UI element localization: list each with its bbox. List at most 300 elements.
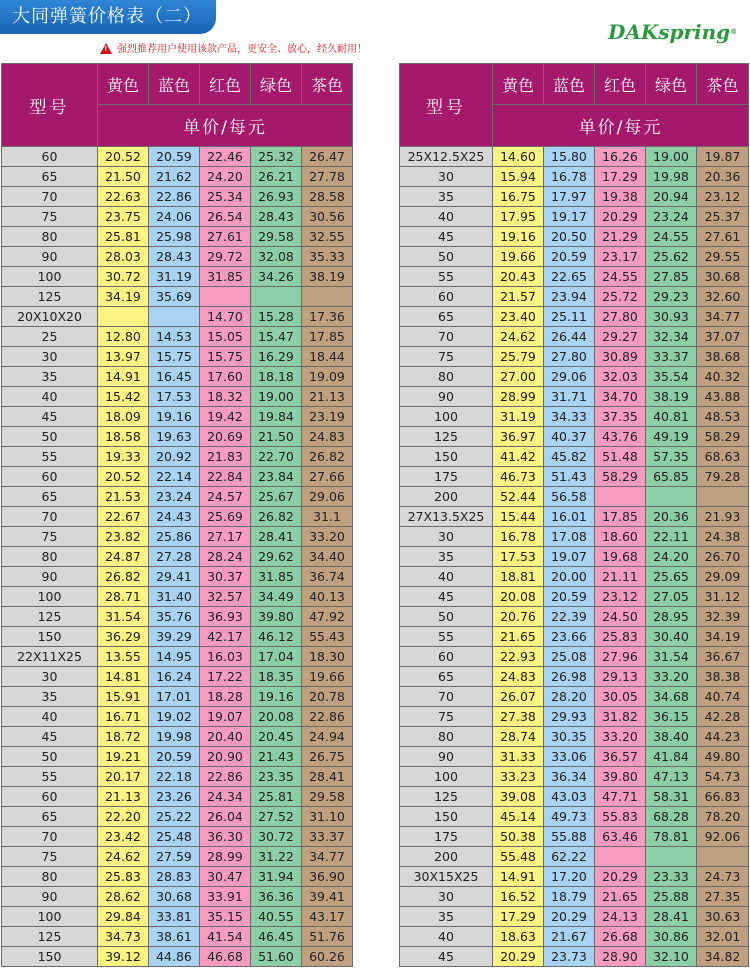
- price-blue: 39.29: [149, 627, 200, 647]
- price-green: [646, 487, 697, 507]
- price-green: 19.98: [646, 167, 697, 187]
- price-blue: 34.33: [544, 407, 595, 427]
- price-green: 78.81: [646, 827, 697, 847]
- price-tea: 66.83: [697, 787, 749, 807]
- price-red: 42.17: [200, 627, 251, 647]
- price-blue: 35.76: [149, 607, 200, 627]
- price-blue: 18.79: [544, 887, 595, 907]
- price-red: 51.48: [595, 447, 646, 467]
- price-blue: 26.44: [544, 327, 595, 347]
- model-cell: 30: [2, 667, 98, 687]
- price-red: 28.90: [595, 947, 646, 967]
- price-yellow: 22.93: [493, 647, 544, 667]
- price-tea: 34.40: [302, 547, 353, 567]
- table-row: [2, 927, 353, 947]
- model-cell: 60: [2, 787, 98, 807]
- price-blue: 15.75: [149, 347, 200, 367]
- price-blue: 43.03: [544, 787, 595, 807]
- price-blue: 23.66: [544, 627, 595, 647]
- price-red: 19.07: [200, 707, 251, 727]
- table-row: [400, 347, 749, 367]
- price-blue: 30.35: [544, 727, 595, 747]
- price-red: 15.75: [200, 347, 251, 367]
- price-blue: 27.80: [544, 347, 595, 367]
- price-blue: 17.01: [149, 687, 200, 707]
- price-yellow: 17.29: [493, 907, 544, 927]
- model-cell: 60: [400, 287, 493, 307]
- price-green: 30.40: [646, 627, 697, 647]
- table-row: [400, 847, 749, 867]
- price-tea: 20.36: [697, 167, 749, 187]
- price-green: 15.28: [251, 307, 302, 327]
- price-yellow: 55.48: [493, 847, 544, 867]
- price-tea: 60.26: [302, 947, 353, 967]
- price-yellow: 13.55: [98, 647, 149, 667]
- price-red: 46.68: [200, 947, 251, 967]
- price-green: 51.60: [251, 947, 302, 967]
- unit-price-header: 单价/每元: [98, 105, 353, 147]
- price-blue: 29.93: [544, 707, 595, 727]
- table-row: [2, 227, 353, 247]
- price-yellow: [98, 307, 149, 327]
- color-header-tea: 茶色: [302, 64, 353, 105]
- table-row: [400, 407, 749, 427]
- price-yellow: 23.82: [98, 527, 149, 547]
- price-red: 24.55: [595, 267, 646, 287]
- model-cell: 150: [400, 447, 493, 467]
- model-header: 型号: [400, 64, 493, 147]
- table-row: [2, 847, 353, 867]
- model-cell: 60: [400, 647, 493, 667]
- price-blue: 16.01: [544, 507, 595, 527]
- price-green: 38.40: [646, 727, 697, 747]
- price-tea: [697, 487, 749, 507]
- table-row: [400, 627, 749, 647]
- price-red: 23.12: [595, 587, 646, 607]
- price-red: 17.85: [595, 507, 646, 527]
- price-tea: 79.28: [697, 467, 749, 487]
- price-yellow: 21.65: [493, 627, 544, 647]
- price-tea: 21.13: [302, 387, 353, 407]
- price-red: 15.05: [200, 327, 251, 347]
- price-yellow: 18.63: [493, 927, 544, 947]
- price-blue: 28.83: [149, 867, 200, 887]
- table-row: [400, 327, 749, 347]
- price-red: 30.37: [200, 567, 251, 587]
- table-row: [400, 147, 749, 167]
- price-yellow: 18.09: [98, 407, 149, 427]
- price-tea: 48.53: [697, 407, 749, 427]
- table-row: [400, 487, 749, 507]
- price-tea: 26.47: [302, 147, 353, 167]
- price-tea: 58.29: [697, 427, 749, 447]
- model-cell: 65: [400, 667, 493, 687]
- price-blue: 31.19: [149, 267, 200, 287]
- price-red: 20.29: [595, 867, 646, 887]
- price-tea: 37.07: [697, 327, 749, 347]
- price-green: 57.35: [646, 447, 697, 467]
- price-green: 34.26: [251, 267, 302, 287]
- brand-logo: [608, 20, 737, 44]
- model-cell: 30: [400, 887, 493, 907]
- model-cell: 45: [400, 587, 493, 607]
- price-tea: 18.30: [302, 647, 353, 667]
- price-red: 35.15: [200, 907, 251, 927]
- price-yellow: 21.13: [98, 787, 149, 807]
- table-row: [400, 207, 749, 227]
- color-header-yellow: 黄色: [493, 64, 544, 105]
- price-red: 28.24: [200, 547, 251, 567]
- price-yellow: 39.12: [98, 947, 149, 967]
- model-header: 型号: [2, 64, 98, 147]
- model-cell: 55: [2, 767, 98, 787]
- price-red: 21.65: [595, 887, 646, 907]
- price-green: 23.84: [251, 467, 302, 487]
- table-row: [400, 927, 749, 947]
- price-tea: 29.06: [302, 487, 353, 507]
- price-tea: 34.77: [697, 307, 749, 327]
- price-red: 24.50: [595, 607, 646, 627]
- price-blue: 62.22: [544, 847, 595, 867]
- price-green: 25.67: [251, 487, 302, 507]
- price-tea: 39.41: [302, 887, 353, 907]
- price-tea: 51.76: [302, 927, 353, 947]
- model-cell: 35: [400, 187, 493, 207]
- model-cell: 125: [400, 427, 493, 447]
- table-row: [400, 907, 749, 927]
- model-cell: 35: [2, 367, 98, 387]
- price-yellow: 23.42: [98, 827, 149, 847]
- price-tea: 30.63: [697, 907, 749, 927]
- recommendation-notice: [100, 42, 367, 58]
- price-green: 20.08: [251, 707, 302, 727]
- table-row: [400, 667, 749, 687]
- price-blue: 19.63: [149, 427, 200, 447]
- price-red: 27.17: [200, 527, 251, 547]
- price-green: 30.93: [646, 307, 697, 327]
- price-yellow: 21.50: [98, 167, 149, 187]
- price-tea: 25.37: [697, 207, 749, 227]
- price-tea: 29.55: [697, 247, 749, 267]
- price-tea: 32.01: [697, 927, 749, 947]
- price-blue: 29.06: [544, 367, 595, 387]
- price-table-left-body: [2, 147, 353, 967]
- table-row: [2, 867, 353, 887]
- registered-mark: ®: [730, 27, 738, 36]
- model-cell: 75: [2, 847, 98, 867]
- price-yellow: 25.81: [98, 227, 149, 247]
- model-cell: 90: [400, 747, 493, 767]
- model-cell: 55: [400, 627, 493, 647]
- model-cell: 90: [2, 567, 98, 587]
- model-cell: 100: [400, 767, 493, 787]
- price-red: 27.80: [595, 307, 646, 327]
- model-cell: 175: [400, 827, 493, 847]
- table-row: [400, 307, 749, 327]
- price-tea: 43.17: [302, 907, 353, 927]
- price-blue: 20.50: [544, 227, 595, 247]
- price-tea: 78.20: [697, 807, 749, 827]
- price-green: 40.81: [646, 407, 697, 427]
- price-green: 25.88: [646, 887, 697, 907]
- table-row: [400, 887, 749, 907]
- table-row: [400, 727, 749, 747]
- price-green: 26.82: [251, 507, 302, 527]
- price-yellow: 34.73: [98, 927, 149, 947]
- price-tea: 49.80: [697, 747, 749, 767]
- price-tea: 68.63: [697, 447, 749, 467]
- table-row: [400, 587, 749, 607]
- price-red: 33.20: [595, 727, 646, 747]
- table-row: [400, 807, 749, 827]
- price-blue: 17.08: [544, 527, 595, 547]
- price-blue: 27.59: [149, 847, 200, 867]
- model-cell: 40: [2, 707, 98, 727]
- model-cell: 60: [2, 467, 98, 487]
- color-header-yellow: 黄色: [98, 64, 149, 105]
- table-row: [2, 787, 353, 807]
- price-green: 20.45: [251, 727, 302, 747]
- price-tea: 42.28: [697, 707, 749, 727]
- model-cell: 100: [2, 587, 98, 607]
- table-row: [2, 747, 353, 767]
- price-red: 39.80: [595, 767, 646, 787]
- model-cell: 50: [400, 607, 493, 627]
- price-tea: 36.74: [302, 567, 353, 587]
- price-tea: 33.37: [302, 827, 353, 847]
- price-yellow: 18.72: [98, 727, 149, 747]
- model-cell: 50: [2, 747, 98, 767]
- model-cell: 45: [2, 407, 98, 427]
- model-cell: 75: [400, 707, 493, 727]
- price-green: 27.85: [646, 267, 697, 287]
- price-red: 32.57: [200, 587, 251, 607]
- price-green: 26.93: [251, 187, 302, 207]
- price-tea: 92.06: [697, 827, 749, 847]
- price-green: 20.94: [646, 187, 697, 207]
- table-row: [400, 167, 749, 187]
- price-blue: 28.20: [544, 687, 595, 707]
- price-blue: 25.08: [544, 647, 595, 667]
- price-yellow: 31.54: [98, 607, 149, 627]
- price-tea: 27.61: [697, 227, 749, 247]
- model-cell: 80: [2, 867, 98, 887]
- price-yellow: 28.71: [98, 587, 149, 607]
- model-cell: 125: [2, 607, 98, 627]
- price-yellow: 20.29: [493, 947, 544, 967]
- price-blue: 15.80: [544, 147, 595, 167]
- price-yellow: 50.38: [493, 827, 544, 847]
- price-yellow: 28.99: [493, 387, 544, 407]
- model-cell: 70: [2, 827, 98, 847]
- price-red: 24.20: [200, 167, 251, 187]
- price-green: 30.86: [646, 927, 697, 947]
- price-tea: 28.58: [302, 187, 353, 207]
- price-tea: 19.09: [302, 367, 353, 387]
- table-row: [2, 627, 353, 647]
- price-tea: 27.78: [302, 167, 353, 187]
- price-blue: 22.18: [149, 767, 200, 787]
- price-green: 27.52: [251, 807, 302, 827]
- price-red: 24.57: [200, 487, 251, 507]
- price-blue: 19.16: [149, 407, 200, 427]
- price-tea: 26.70: [697, 547, 749, 567]
- price-red: 26.54: [200, 207, 251, 227]
- price-green: 29.23: [646, 287, 697, 307]
- price-green: 28.41: [251, 527, 302, 547]
- model-cell: 27X13.5X25: [400, 507, 493, 527]
- table-row: [400, 647, 749, 667]
- price-yellow: 34.19: [98, 287, 149, 307]
- price-yellow: 19.16: [493, 227, 544, 247]
- price-yellow: 28.74: [493, 727, 544, 747]
- price-blue: 28.43: [149, 247, 200, 267]
- color-header-green: 绿色: [251, 64, 302, 105]
- price-red: 31.85: [200, 267, 251, 287]
- price-yellow: 30.72: [98, 267, 149, 287]
- price-table-left: [1, 63, 353, 967]
- price-green: 32.10: [646, 947, 697, 967]
- table-row: [2, 287, 353, 307]
- price-blue: 21.62: [149, 167, 200, 187]
- color-header-red: 红色: [200, 64, 251, 105]
- table-row: [400, 567, 749, 587]
- price-blue: 22.65: [544, 267, 595, 287]
- table-row: [400, 747, 749, 767]
- price-green: 18.35: [251, 667, 302, 687]
- price-yellow: 26.82: [98, 567, 149, 587]
- price-red: 36.93: [200, 607, 251, 627]
- price-yellow: 20.17: [98, 767, 149, 787]
- price-green: 49.19: [646, 427, 697, 447]
- price-blue: 22.14: [149, 467, 200, 487]
- price-yellow: 26.07: [493, 687, 544, 707]
- price-blue: 25.22: [149, 807, 200, 827]
- price-yellow: 21.57: [493, 287, 544, 307]
- price-tea: 29.09: [697, 567, 749, 587]
- price-green: 35.54: [646, 367, 697, 387]
- price-red: 18.28: [200, 687, 251, 707]
- price-tea: 17.85: [302, 327, 353, 347]
- color-header-blue: 蓝色: [544, 64, 595, 105]
- price-yellow: 25.83: [98, 867, 149, 887]
- price-blue: 24.43: [149, 507, 200, 527]
- price-tea: 26.75: [302, 747, 353, 767]
- price-green: 28.95: [646, 607, 697, 627]
- price-green: 19.00: [646, 147, 697, 167]
- price-red: 21.83: [200, 447, 251, 467]
- table-row: [400, 247, 749, 267]
- price-tea: 31.12: [697, 587, 749, 607]
- model-cell: 100: [2, 907, 98, 927]
- price-yellow: 18.58: [98, 427, 149, 447]
- price-tea: 44.23: [697, 727, 749, 747]
- price-red: 16.26: [595, 147, 646, 167]
- model-cell: 65: [2, 167, 98, 187]
- price-blue: 20.59: [544, 247, 595, 267]
- price-tea: 35.33: [302, 247, 353, 267]
- price-green: 24.20: [646, 547, 697, 567]
- table-row: [400, 687, 749, 707]
- price-tea: 17.36: [302, 307, 353, 327]
- price-blue: 22.39: [544, 607, 595, 627]
- price-yellow: 28.62: [98, 887, 149, 907]
- model-cell: 65: [400, 307, 493, 327]
- table-row: [2, 607, 353, 627]
- model-cell: 45: [400, 947, 493, 967]
- price-red: 29.27: [595, 327, 646, 347]
- price-tea: 27.35: [697, 887, 749, 907]
- price-red: 29.13: [595, 667, 646, 687]
- price-yellow: 21.53: [98, 487, 149, 507]
- price-red: 26.68: [595, 927, 646, 947]
- price-blue: 20.59: [149, 747, 200, 767]
- price-red: 23.17: [595, 247, 646, 267]
- table-row: [400, 267, 749, 287]
- price-yellow: 15.42: [98, 387, 149, 407]
- price-green: 15.47: [251, 327, 302, 347]
- price-yellow: 27.00: [493, 367, 544, 387]
- price-green: 34.68: [646, 687, 697, 707]
- price-tea: 33.20: [302, 527, 353, 547]
- price-yellow: 18.81: [493, 567, 544, 587]
- table-row: [2, 447, 353, 467]
- model-cell: 55: [2, 447, 98, 467]
- price-red: 20.90: [200, 747, 251, 767]
- price-tea: 40.13: [302, 587, 353, 607]
- price-green: 38.19: [646, 387, 697, 407]
- price-green: 58.31: [646, 787, 697, 807]
- table-row: [400, 767, 749, 787]
- price-yellow: 22.20: [98, 807, 149, 827]
- table-row: [2, 307, 353, 327]
- table-row: [2, 907, 353, 927]
- price-yellow: 20.43: [493, 267, 544, 287]
- table-row: [400, 787, 749, 807]
- price-green: 32.08: [251, 247, 302, 267]
- price-blue: 22.86: [149, 187, 200, 207]
- price-blue: 23.26: [149, 787, 200, 807]
- price-yellow: 15.44: [493, 507, 544, 527]
- model-cell: 70: [2, 187, 98, 207]
- price-blue: 20.59: [544, 587, 595, 607]
- price-tea: 31.10: [302, 807, 353, 827]
- table-row: [400, 427, 749, 447]
- price-red: 36.57: [595, 747, 646, 767]
- price-yellow: 24.62: [493, 327, 544, 347]
- price-green: 46.12: [251, 627, 302, 647]
- price-blue: 17.20: [544, 867, 595, 887]
- price-blue: 27.28: [149, 547, 200, 567]
- price-red: 30.47: [200, 867, 251, 887]
- table-row: [2, 807, 353, 827]
- price-red: 25.83: [595, 627, 646, 647]
- price-blue: 21.67: [544, 927, 595, 947]
- model-cell: 70: [2, 507, 98, 527]
- price-tea: 32.39: [697, 607, 749, 627]
- price-red: 43.76: [595, 427, 646, 447]
- price-yellow: 33.23: [493, 767, 544, 787]
- table-row: [2, 247, 353, 267]
- table-row: [2, 707, 353, 727]
- price-blue: 29.41: [149, 567, 200, 587]
- price-yellow: 16.75: [493, 187, 544, 207]
- price-green: 25.32: [251, 147, 302, 167]
- price-yellow: 24.87: [98, 547, 149, 567]
- color-header-blue: 蓝色: [149, 64, 200, 105]
- price-tea: 32.55: [302, 227, 353, 247]
- price-green: 28.41: [646, 907, 697, 927]
